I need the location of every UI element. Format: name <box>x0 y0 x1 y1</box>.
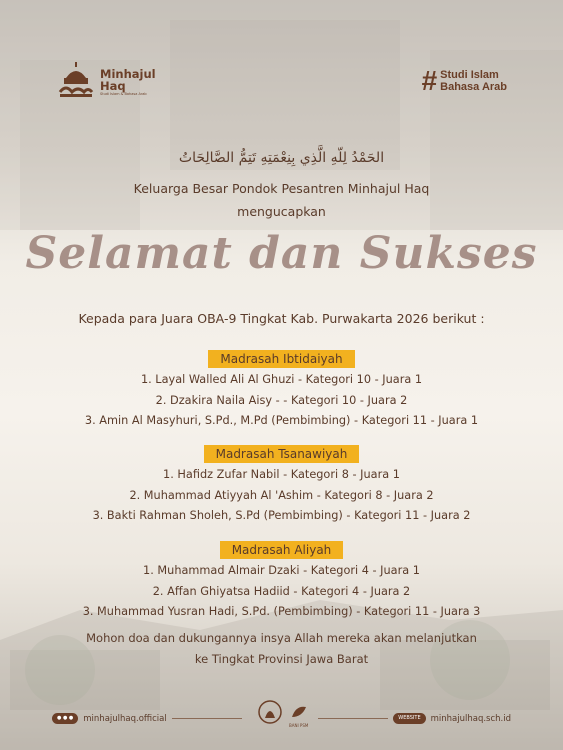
winner-item: 1. Layal Walled Ali Al Ghuzi - Kategori 10 - Juara 1 <box>140 373 423 386</box>
winner-list <box>0 561 563 623</box>
intro-line2: mengucapkan <box>237 204 326 219</box>
website-text: minhajulhaq.sch.id <box>430 713 511 724</box>
social-handle-text: minhajulhaq.official <box>83 713 167 724</box>
partner-logos <box>257 698 308 728</box>
section-aliyah <box>0 539 563 623</box>
mosque-logo-icon <box>56 62 96 102</box>
winner-item: 1. Hafidz Zufar Nabil - Kategori 8 - Juara 1 <box>163 468 400 481</box>
hash-icon: # <box>421 65 438 96</box>
minhajul-haq-logo <box>56 62 156 102</box>
header <box>0 62 563 102</box>
logo-tagline: Studi Islam & Bahasa Arab <box>100 92 147 96</box>
logo-name: Minhajul Haq <box>100 67 156 93</box>
website-badge: WEBSITE <box>393 713 425 724</box>
studi-islam-logo <box>421 65 507 96</box>
kepada-line: Kepada para Juara OBA-9 Tingkat Kab. Purwakarta 2026 berikut : <box>78 311 485 326</box>
social-handle[interactable] <box>52 713 242 724</box>
winner-item: 2. Muhammad Atiyyah Al 'Ashim - Kategori 8 - Juara 2 <box>129 488 434 502</box>
section-badge: Madrasah Ibtidaiyah <box>208 350 354 368</box>
winner-item: 3. Muhammad Yusran Hadi, S.Pd. (Pembimbing) - Kategori 11 - Juara 3 <box>82 605 481 618</box>
closing-line2: ke Tingkat Provinsi Jawa Barat <box>194 652 369 666</box>
section-ibtidaiyah <box>0 348 563 432</box>
right-logo-line1: Studi Islam <box>440 69 499 81</box>
section-badge: Madrasah Tsanawiyah <box>204 445 360 463</box>
closing-message <box>0 628 563 670</box>
winner-item: 2. Dzakira Naila Aisy - - Kategori 10 - Juara 2 <box>155 393 408 407</box>
page-title: Selamat dan Sukses <box>25 228 538 279</box>
partner-label: BANI PSM <box>289 723 309 728</box>
divider-line <box>318 718 388 719</box>
arabic-greeting: الحَمْدُ لِلّهِ الَّذِي بِنِعْمَتِهِ تَتِمُّ الصَّالِحَاتُ <box>178 150 385 166</box>
footer <box>0 690 563 750</box>
winner-item: 3. Amin Al Masyhuri, S.Pd., M.Pd (Pembimbing) - Kategori 11 - Juara 1 <box>84 414 479 427</box>
section-tsanawiyah <box>0 443 563 527</box>
intro-line1: Keluarga Besar Pondok Pesantren Minhajul Haq <box>133 181 430 196</box>
closing-line1: Mohon doa dan dukungannya insya Allah mereka akan melanjutkan <box>86 631 477 645</box>
divider-line <box>172 718 242 719</box>
leaf-logo-icon <box>290 705 308 719</box>
website-link[interactable] <box>318 713 511 724</box>
intro <box>0 177 563 223</box>
winner-item: 3. Bakti Rahman Sholeh, S.Pd (Pembimbing) - Kategori 11 - Juara 2 <box>92 509 471 522</box>
section-badge: Madrasah Aliyah <box>220 541 344 559</box>
right-logo-line2: Bahasa Arab <box>440 81 507 93</box>
winner-list <box>0 370 563 432</box>
winner-item: 1. Muhammad Almair Dzaki - Kategori 4 - Juara 1 <box>143 564 420 577</box>
winner-list <box>0 465 563 527</box>
seal-icon <box>257 698 283 728</box>
social-icons: ● ● ● <box>52 713 78 724</box>
winner-item: 2. Affan Ghiyatsa Hadiid - Kategori 4 - Juara 2 <box>152 584 411 598</box>
